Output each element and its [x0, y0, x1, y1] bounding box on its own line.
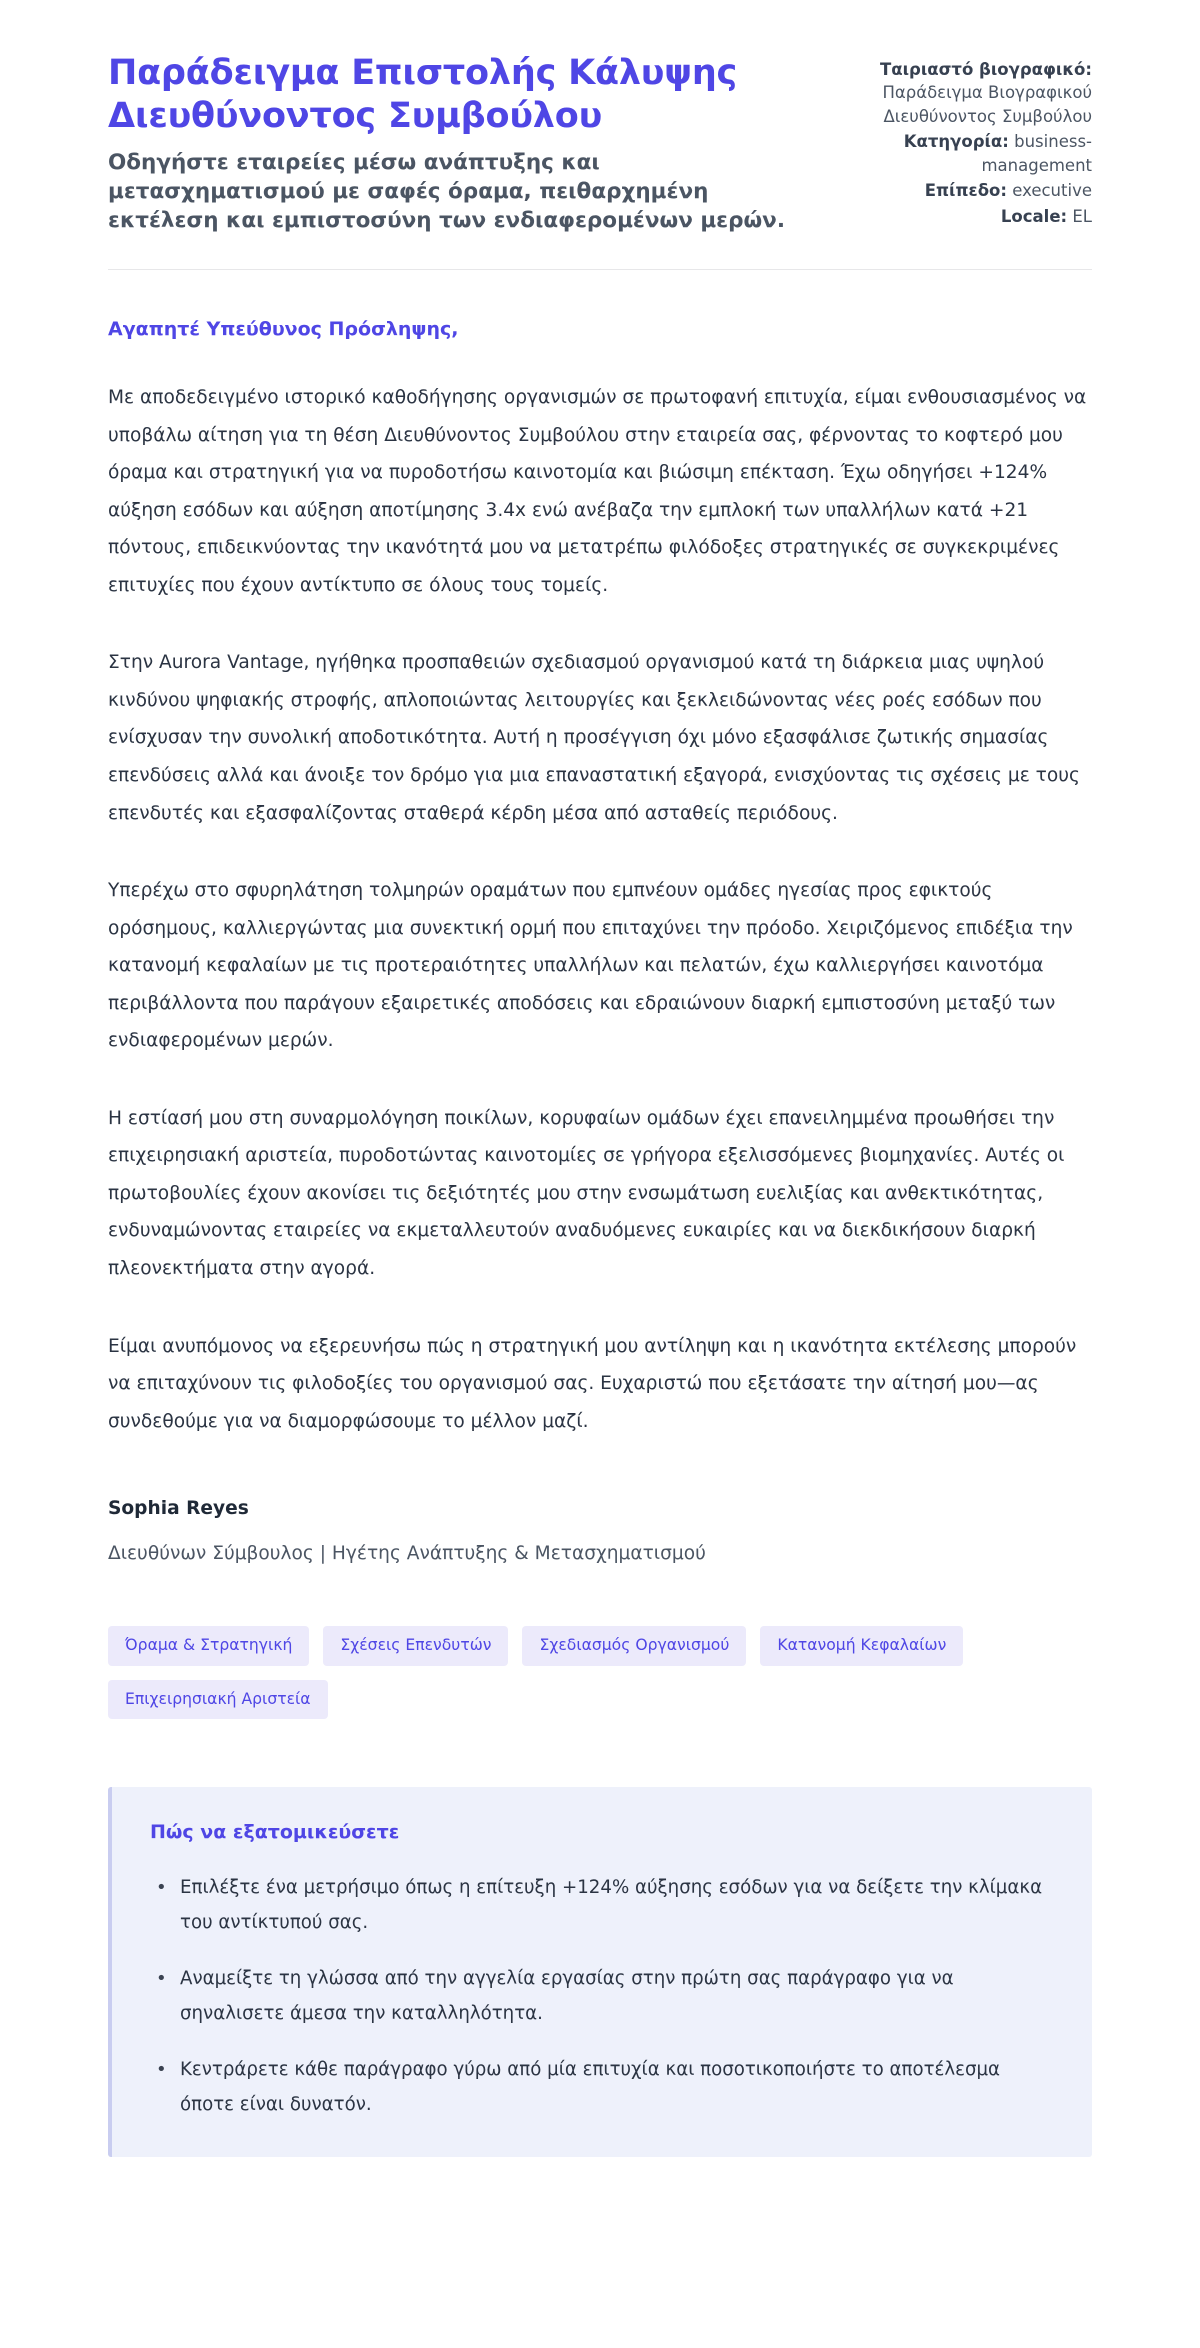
meta-row-matching-resume [840, 58, 1092, 128]
meta-label-level: Επίπεδο: [924, 181, 1007, 201]
letter-salutation: Αγαπητέ Υπεύθυνος Πρόσληψης, [108, 318, 459, 341]
meta-row-level [840, 179, 1092, 202]
signature-block [108, 1496, 1092, 1568]
letter-paragraph: Η εστίασή μου στη συναρμολόγηση ποικίλων, κορυφαίων ομάδων έχει επανειλημμένα προωθήσει την επιχειρησιακή αριστεία, πυροδοτώντας καινοτομίες σε γρήγορα εξελισσόμενες βιομηχανίες. Αυτές οι πρωτοβουλίες έχουν ακονίσει τις δεξιότητές μου στην ενσωμάτωση ευελιξίας και ανθεκτικότητας, ενδυναμώνοντας εταιρείες να εκμεταλλευτούν αναδυόμενες ευκαιρίες και να διεκδικήσουν διαρκή πλεονεκτήματα στην αγορά. [108, 1107, 1065, 1280]
signature-title: Διευθύνων Σύμβουλος | Ηγέτης Ανάπτυξης & Μετασχηματισμού [108, 1543, 706, 1565]
header-divider [108, 269, 1092, 270]
meta-label-category: Κατηγορία: [903, 132, 1009, 152]
tag-chip[interactable]: Κατανομή Κεφαλαίων [760, 1626, 963, 1666]
meta-row-locale [840, 205, 1092, 228]
page-title: Παράδειγμα Επιστολής Κάλυψης Διευθύνοντος Συμβούλου [108, 53, 738, 137]
header-metadata-panel [840, 52, 1092, 230]
signature-name: Sophia Reyes [108, 1498, 249, 1520]
meta-value-category: business-management [981, 132, 1092, 175]
letter-paragraph: Με αποδεδειγμένο ιστορικό καθοδήγησης οργανισμών σε πρωτοφανή επιτυχία, είμαι ενθουσιασμένος να υποβάλω αίτηση για τη θέση Διευθύνοντος Συμβούλου στην εταιρεία σας, φέρνοντας το κοφτερό μου όραμα και στρατηγική για να πυροδοτήσω καινοτομία και βιώσιμη επέκταση. Έχω οδηγήσει +124% αύξηση εσόδων και αύξηση αποτίμησης 3.4x ενώ ανέβαζα την εμπλοκή των υπαλλήλων κατά +21 πόντους, επιδεικνύοντας την ικανότητά μου να μετατρέπω φιλόδοξες στρατηγικές σε συγκεκριμένες επιτυχίες που έχουν αντίκτυπο σε όλους τους τομείς. [108, 387, 1087, 596]
meta-value-level: executive [1012, 181, 1092, 201]
header-title-block [108, 52, 800, 235]
callout-tip-item: • Αναμείξτε τη γλώσσα από την αγγελία εργασίας στην πρώτη σας παράγραφο για να σηναλισετε άμεσα την καταλληλότητα. [176, 1961, 1054, 2032]
personalization-callout [108, 1787, 1092, 2157]
meta-label-locale: Locale: [1000, 206, 1068, 226]
tag-chip[interactable]: Σχέσεις Επενδυτών [323, 1626, 508, 1666]
cover-letter-body [108, 316, 1092, 1568]
page-subtitle: Οδηγήστε εταιρείες μέσω ανάπτυξης και μετασχηματισμού με σαφές όραμα, πειθαρχημένη εκτέλεση και εμπιστοσύνη των ενδιαφερομένων μερών. [108, 149, 785, 234]
tag-chip[interactable]: Σχεδιασμός Οργανισμού [522, 1626, 746, 1666]
meta-row-category [840, 130, 1092, 177]
letter-paragraph: Στην Aurora Vantage, ηγήθηκα προσπαθειών σχεδιασμού οργανισμού κατά τη διάρκεια μιας υψηλού κινδύνου ψηφιακής στροφής, απλοποιώντας λειτουργίες και ξεκλειδώνοντας νέες ροές εσόδων που ενίσχυσαν την συνολική αποδοτικότητα. Αυτή η προσέγγιση όχι μόνο εξασφάλισε ζωτικής σημασίας επενδύσεις αλλά και άνοιξε τον δρόμο για μια επαναστατική εξαγορά, ενισχύοντας τις σχέσεις με τους επενδυτές και εξασφαλίζοντας σταθερά κέρδη μέσα από ασταθείς περιόδους. [108, 652, 1080, 824]
callout-title: Πώς να εξατομικεύσετε [150, 1821, 400, 1844]
document-header [108, 52, 1092, 235]
tag-chip[interactable]: Επιχειρησιακή Αριστεία [108, 1680, 328, 1720]
callout-tip-item: • Επιλέξτε ένα μετρήσιμο όπως η επίτευξη +124% αύξησης εσόδων για να δείξετε την κλίμακα του αντίκτυπού σας. [176, 1870, 1054, 1941]
tag-chip[interactable]: Όραμα & Στρατηγική [108, 1626, 309, 1666]
meta-value-locale: EL [1072, 206, 1092, 226]
letter-paragraph: Είμαι ανυπόμονος να εξερευνήσω πώς η στρατηγική μου αντίληψη και η ικανότητα εκτέλεσης μπορούν να επιταχύνουν τις φιλοδοξίες του οργανισμού σας. Ευχαριστώ που εξετάσατε την αίτησή μου—ας συνδεθούμε για να διαμορφώσουμε το μέλλον μαζί. [108, 1335, 1077, 1432]
tag-list [108, 1626, 1053, 1719]
meta-label-matching-resume: Ταιριαστό βιογραφικό: [879, 60, 1092, 79]
callout-tip-list [150, 1870, 1054, 2123]
meta-value-matching-resume: Παράδειγμα Βιογραφικού Διευθύνοντος Συμβούλου [882, 83, 1092, 126]
letter-paragraph: Υπερέχω στο σφυρηλάτηση τολμηρών οραμάτων που εμπνέουν ομάδες ηγεσίας προς εφικτούς ορόσημους, καλλιεργώντας μια συνεκτική ορμή που επιταχύνει την πρόοδο. Χειριζόμενος επιδέξια την κατανομή κεφαλαίων με τις προτεραιότητες υπαλλήλων και πελατών, έχω καλλιεργήσει καινοτόμα περιβάλλοντα που παράγουν εξαιρετικές αποδόσεις και εδραιώνουν διαρκή εμπιστοσύνη μεταξύ των ενδιαφερομένων μερών. [108, 880, 1073, 1052]
callout-tip-item: • Κεντράρετε κάθε παράγραφο γύρω από μία επιτυχία και ποσοτικοποιήστε το αποτέλεσμα όποτε είναι δυνατόν. [176, 2052, 1054, 2123]
